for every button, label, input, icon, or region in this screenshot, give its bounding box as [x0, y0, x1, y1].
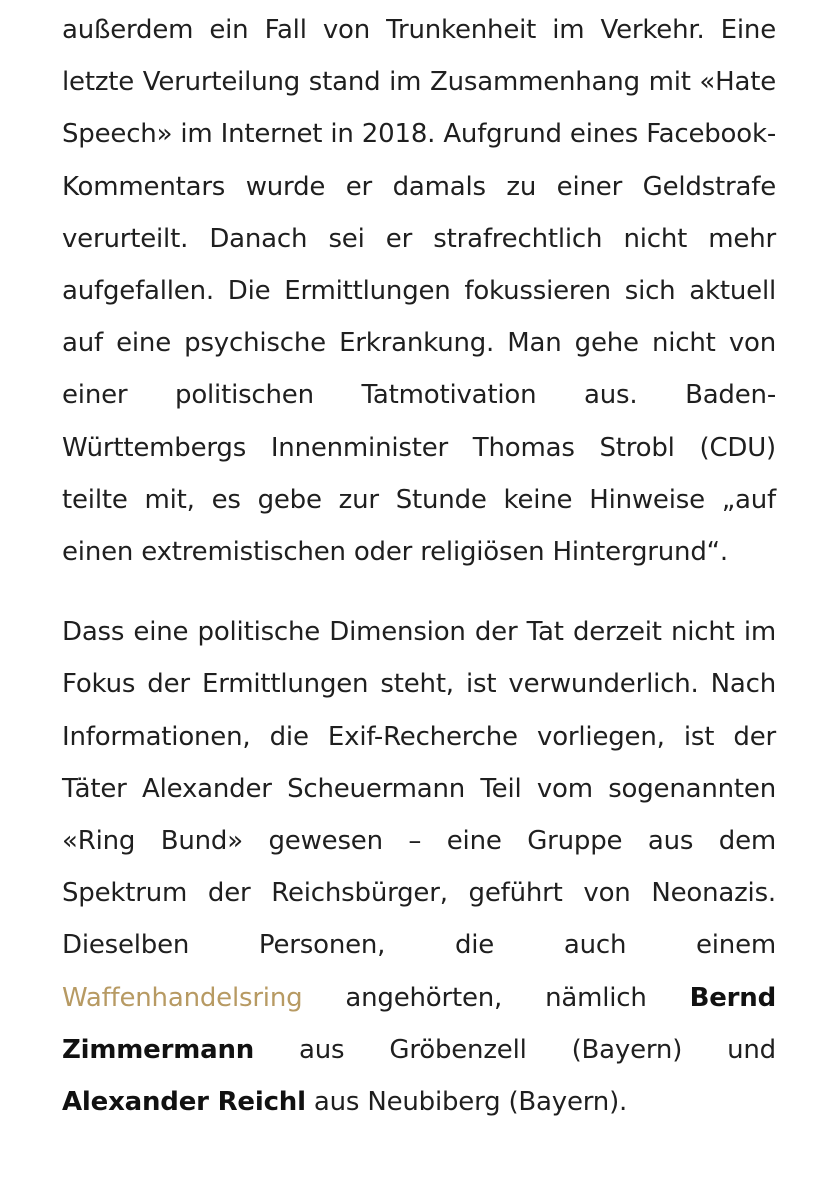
paragraph-2-text-4: aus Neubiberg (Bayern).: [313, 1087, 628, 1118]
article-paragraph-1: außerdem ein Fall von Trunkenheit im Verkehr. Eine letzte Verurteilung stand im Zusammenhang mit «Hate Speech» im Internet in 2018. Aufgrund eines Facebook-Kommentars wurde er damals zu einer Geldstrafe verurteilt. Danach sei er strafrechtlich nicht mehr aufgefallen. Die Ermittlungen fokussieren sich aktuell auf eine psychische Erkrankung. Man gehe nicht von einer politischen Tatmotivation aus. Baden-Württembergs Innenminister Thomas Strobl (CDU) teilte mit, es gebe zur Stunde keine Hinweise „auf einen extremistischen oder religiösen Hintergrund“.: [62, 15, 776, 568]
paragraph-2-text-1: Dass eine politische Dimension der Tat derzeit nicht im Fokus der Ermittlungen steht, ist verwunderlich. Nach Informationen, die Exif-Recherche vorliegen, ist der Täter Alexander Scheuermann Teil vom sogenannten «Ring Bund» gewesen – eine Gruppe aus dem Spektrum der Reichsbürger, geführt von Neonazis. Dieselben Personen, die auch einem: [62, 617, 776, 961]
paragraph-2-text-3: aus Gröbenzell (Bayern) und: [299, 1034, 776, 1065]
bernd-zimmermann-name: Bernd Zimmermann: [62, 982, 776, 1065]
alexander-reichl-link[interactable]: Alexander Reichl: [62, 1087, 306, 1118]
article-paragraph-2: [62, 606, 776, 1128]
waffenhandelsring-link[interactable]: Waffenhandelsring: [62, 982, 303, 1013]
article-body: [62, 4, 776, 1156]
paragraph-2-text-2: angehörten, nämlich: [345, 982, 647, 1013]
